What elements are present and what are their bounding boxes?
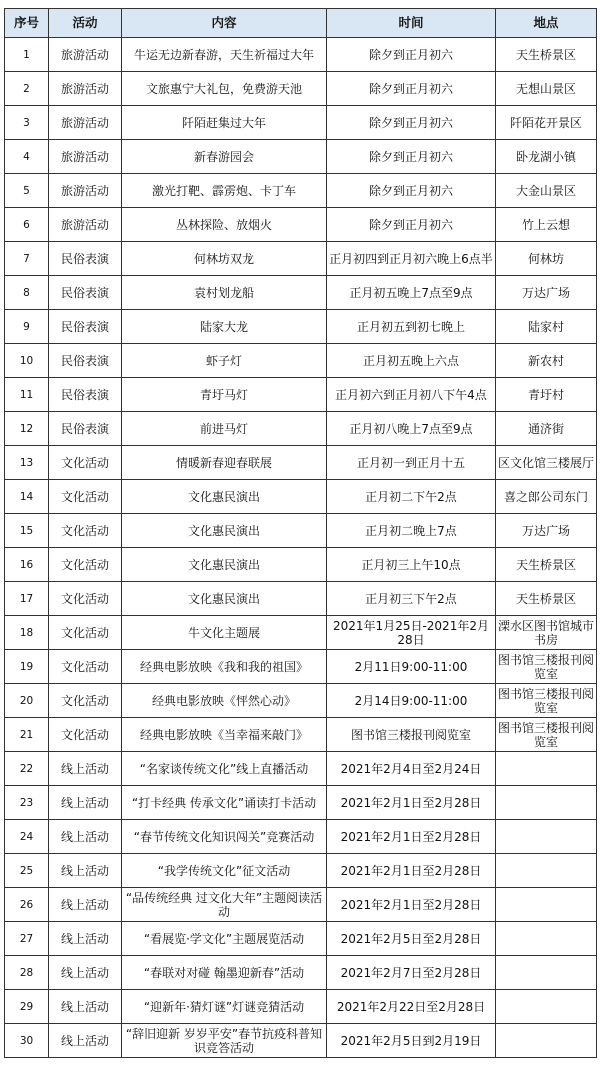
header-activity: 活动 bbox=[49, 9, 122, 38]
cell-activity: 文化活动 bbox=[49, 616, 122, 650]
cell-index: 14 bbox=[5, 480, 49, 514]
cell-activity: 文化活动 bbox=[49, 514, 122, 548]
cell-time: 正月初八晚上7点至9点 bbox=[327, 412, 496, 446]
cell-time: 正月初六到正月初八下午4点 bbox=[327, 378, 496, 412]
cell-content: 阡陌赶集过大年 bbox=[122, 106, 327, 140]
cell-index: 28 bbox=[5, 956, 49, 990]
cell-location: 万达广场 bbox=[496, 276, 597, 310]
table-row bbox=[5, 276, 597, 310]
cell-activity: 民俗表演 bbox=[49, 378, 122, 412]
cell-index: 13 bbox=[5, 446, 49, 480]
cell-content: “我学传统文化”征文活动 bbox=[122, 854, 327, 888]
table-row bbox=[5, 1024, 597, 1058]
cell-activity: 文化活动 bbox=[49, 650, 122, 684]
cell-index: 18 bbox=[5, 616, 49, 650]
table-row bbox=[5, 820, 597, 854]
cell-content: “辞旧迎新 岁岁平安”春节抗疫科普知识竞答活动 bbox=[122, 1024, 327, 1058]
cell-time: 正月初五晚上六点 bbox=[327, 344, 496, 378]
cell-activity: 线上活动 bbox=[49, 820, 122, 854]
table-row bbox=[5, 480, 597, 514]
cell-location: 通济街 bbox=[496, 412, 597, 446]
cell-location: 区文化馆三楼展厅 bbox=[496, 446, 597, 480]
cell-activity: 民俗表演 bbox=[49, 344, 122, 378]
cell-index: 5 bbox=[5, 174, 49, 208]
cell-location: 天生桥景区 bbox=[496, 548, 597, 582]
cell-content: 激光打靶、霹雳炮、卡丁车 bbox=[122, 174, 327, 208]
cell-activity: 旅游活动 bbox=[49, 72, 122, 106]
cell-index: 27 bbox=[5, 922, 49, 956]
cell-time: 2021年2月5日到2月19日 bbox=[327, 1024, 496, 1058]
cell-index: 23 bbox=[5, 786, 49, 820]
cell-index: 8 bbox=[5, 276, 49, 310]
cell-location: 万达广场 bbox=[496, 514, 597, 548]
cell-index: 12 bbox=[5, 412, 49, 446]
table-row bbox=[5, 616, 597, 650]
cell-content: 丛林探险、放烟火 bbox=[122, 208, 327, 242]
cell-index: 15 bbox=[5, 514, 49, 548]
cell-activity: 文化活动 bbox=[49, 548, 122, 582]
table-row bbox=[5, 344, 597, 378]
cell-location: 何林坊 bbox=[496, 242, 597, 276]
cell-content: “迎新年·猜灯谜”灯谜竞猜活动 bbox=[122, 990, 327, 1024]
cell-time: 正月初五到初七晚上 bbox=[327, 310, 496, 344]
cell-location: 新农村 bbox=[496, 344, 597, 378]
cell-content: 经典电影放映《当幸福来敲门》 bbox=[122, 718, 327, 752]
cell-location bbox=[496, 854, 597, 888]
cell-activity: 线上活动 bbox=[49, 990, 122, 1024]
cell-location bbox=[496, 956, 597, 990]
cell-location: 青圩村 bbox=[496, 378, 597, 412]
cell-index: 6 bbox=[5, 208, 49, 242]
cell-location bbox=[496, 990, 597, 1024]
cell-content: “春联对对碰 翰墨迎新春”活动 bbox=[122, 956, 327, 990]
cell-index: 1 bbox=[5, 38, 49, 72]
header-location: 地点 bbox=[496, 9, 597, 38]
cell-index: 26 bbox=[5, 888, 49, 922]
cell-time: 正月初五晚上7点至9点 bbox=[327, 276, 496, 310]
cell-index: 25 bbox=[5, 854, 49, 888]
cell-index: 20 bbox=[5, 684, 49, 718]
cell-content: 文化惠民演出 bbox=[122, 548, 327, 582]
table-row bbox=[5, 650, 597, 684]
cell-index: 4 bbox=[5, 140, 49, 174]
cell-activity: 旅游活动 bbox=[49, 38, 122, 72]
cell-activity: 线上活动 bbox=[49, 922, 122, 956]
cell-time: 2021年2月4日至2月24日 bbox=[327, 752, 496, 786]
cell-location: 阡陌花开景区 bbox=[496, 106, 597, 140]
cell-time: 正月初四到正月初六晚上6点半 bbox=[327, 242, 496, 276]
cell-activity: 文化活动 bbox=[49, 582, 122, 616]
table-row bbox=[5, 72, 597, 106]
table-row bbox=[5, 582, 597, 616]
cell-location: 陆家村 bbox=[496, 310, 597, 344]
table-row bbox=[5, 310, 597, 344]
cell-content: “看展览·学文化”主题展览活动 bbox=[122, 922, 327, 956]
cell-index: 10 bbox=[5, 344, 49, 378]
table-row bbox=[5, 242, 597, 276]
cell-index: 7 bbox=[5, 242, 49, 276]
table-row bbox=[5, 514, 597, 548]
cell-location: 天生桥景区 bbox=[496, 582, 597, 616]
cell-activity: 民俗表演 bbox=[49, 412, 122, 446]
cell-index: 21 bbox=[5, 718, 49, 752]
cell-location: 卧龙湖小镇 bbox=[496, 140, 597, 174]
table-row bbox=[5, 684, 597, 718]
table-row bbox=[5, 786, 597, 820]
cell-location: 图书馆三楼报刊阅览室 bbox=[496, 684, 597, 718]
cell-content: 经典电影放映《怦然心动》 bbox=[122, 684, 327, 718]
table-row bbox=[5, 990, 597, 1024]
cell-activity: 旅游活动 bbox=[49, 106, 122, 140]
activity-schedule-table bbox=[4, 8, 597, 1058]
table-row bbox=[5, 548, 597, 582]
cell-time: 2021年2月1日至2月28日 bbox=[327, 854, 496, 888]
table-row bbox=[5, 378, 597, 412]
cell-index: 30 bbox=[5, 1024, 49, 1058]
cell-content: “品传统经典 过文化大年”主题阅读活动 bbox=[122, 888, 327, 922]
cell-content: 虾子灯 bbox=[122, 344, 327, 378]
cell-time: 正月初三下午2点 bbox=[327, 582, 496, 616]
cell-activity: 线上活动 bbox=[49, 786, 122, 820]
cell-location: 图书馆三楼报刊阅览室 bbox=[496, 650, 597, 684]
cell-index: 29 bbox=[5, 990, 49, 1024]
cell-location: 溧水区图书馆城市书房 bbox=[496, 616, 597, 650]
cell-activity: 旅游活动 bbox=[49, 174, 122, 208]
cell-time: 图书馆三楼报刊阅览室 bbox=[327, 718, 496, 752]
table-row bbox=[5, 446, 597, 480]
cell-content: 袁村划龙船 bbox=[122, 276, 327, 310]
cell-content: 何林坊双龙 bbox=[122, 242, 327, 276]
cell-index: 24 bbox=[5, 820, 49, 854]
table-row bbox=[5, 106, 597, 140]
cell-time: 正月初二下午2点 bbox=[327, 480, 496, 514]
cell-activity: 线上活动 bbox=[49, 888, 122, 922]
table-row bbox=[5, 956, 597, 990]
cell-content: 青圩马灯 bbox=[122, 378, 327, 412]
cell-activity: 文化活动 bbox=[49, 480, 122, 514]
cell-time: 除夕到正月初六 bbox=[327, 106, 496, 140]
cell-content: 经典电影放映《我和我的祖国》 bbox=[122, 650, 327, 684]
cell-location: 图书馆三楼报刊阅览室 bbox=[496, 718, 597, 752]
cell-content: 文化惠民演出 bbox=[122, 480, 327, 514]
cell-content: 新春游园会 bbox=[122, 140, 327, 174]
cell-activity: 线上活动 bbox=[49, 956, 122, 990]
cell-content: “春节传统文化知识闯关”竞赛活动 bbox=[122, 820, 327, 854]
cell-location: 竹上云想 bbox=[496, 208, 597, 242]
cell-content: 情暖新春迎春联展 bbox=[122, 446, 327, 480]
header-index: 序号 bbox=[5, 9, 49, 38]
cell-activity: 线上活动 bbox=[49, 752, 122, 786]
cell-content: 文化惠民演出 bbox=[122, 514, 327, 548]
cell-activity: 旅游活动 bbox=[49, 140, 122, 174]
cell-time: 2021年2月22日至2月28日 bbox=[327, 990, 496, 1024]
cell-location bbox=[496, 752, 597, 786]
cell-time: 除夕到正月初六 bbox=[327, 38, 496, 72]
cell-index: 22 bbox=[5, 752, 49, 786]
cell-location: 大金山景区 bbox=[496, 174, 597, 208]
cell-content: 牛文化主题展 bbox=[122, 616, 327, 650]
cell-activity: 旅游活动 bbox=[49, 208, 122, 242]
cell-time: 2021年1月25日-2021年2月28日 bbox=[327, 616, 496, 650]
cell-time: 2月11日9:00-11:00 bbox=[327, 650, 496, 684]
header-row bbox=[5, 9, 597, 38]
cell-activity: 线上活动 bbox=[49, 854, 122, 888]
cell-location bbox=[496, 1024, 597, 1058]
cell-location: 喜之郎公司东门 bbox=[496, 480, 597, 514]
cell-index: 17 bbox=[5, 582, 49, 616]
cell-content: “名家谈传统文化”线上直播活动 bbox=[122, 752, 327, 786]
table-row bbox=[5, 922, 597, 956]
cell-index: 11 bbox=[5, 378, 49, 412]
cell-location: 天生桥景区 bbox=[496, 38, 597, 72]
cell-time: 除夕到正月初六 bbox=[327, 72, 496, 106]
cell-time: 2021年2月1日至2月28日 bbox=[327, 820, 496, 854]
cell-time: 2021年2月5日至2月28日 bbox=[327, 922, 496, 956]
table-row bbox=[5, 718, 597, 752]
table-row bbox=[5, 888, 597, 922]
header-content: 内容 bbox=[122, 9, 327, 38]
cell-content: 陆家大龙 bbox=[122, 310, 327, 344]
cell-activity: 文化活动 bbox=[49, 446, 122, 480]
header-time: 时间 bbox=[327, 9, 496, 38]
cell-activity: 文化活动 bbox=[49, 718, 122, 752]
cell-location bbox=[496, 888, 597, 922]
cell-activity: 民俗表演 bbox=[49, 276, 122, 310]
cell-location bbox=[496, 786, 597, 820]
cell-location bbox=[496, 820, 597, 854]
cell-index: 9 bbox=[5, 310, 49, 344]
cell-time: 2月14日9:00-11:00 bbox=[327, 684, 496, 718]
cell-location bbox=[496, 922, 597, 956]
cell-time: 正月初二晚上7点 bbox=[327, 514, 496, 548]
cell-location: 无想山景区 bbox=[496, 72, 597, 106]
cell-index: 3 bbox=[5, 106, 49, 140]
cell-activity: 线上活动 bbox=[49, 1024, 122, 1058]
cell-time: 正月初三上午10点 bbox=[327, 548, 496, 582]
cell-time: 除夕到正月初六 bbox=[327, 174, 496, 208]
cell-activity: 文化活动 bbox=[49, 684, 122, 718]
cell-time: 除夕到正月初六 bbox=[327, 208, 496, 242]
cell-activity: 民俗表演 bbox=[49, 242, 122, 276]
table-body bbox=[5, 38, 597, 1058]
cell-content: “打卡经典 传承文化”诵读打卡活动 bbox=[122, 786, 327, 820]
cell-index: 2 bbox=[5, 72, 49, 106]
cell-content: 文化惠民演出 bbox=[122, 582, 327, 616]
table-row bbox=[5, 174, 597, 208]
table-row bbox=[5, 752, 597, 786]
cell-time: 正月初一到正月十五 bbox=[327, 446, 496, 480]
table-row bbox=[5, 854, 597, 888]
cell-time: 2021年2月1日至2月28日 bbox=[327, 786, 496, 820]
cell-activity: 民俗表演 bbox=[49, 310, 122, 344]
table-row bbox=[5, 412, 597, 446]
cell-time: 2021年2月7日至2月28日 bbox=[327, 956, 496, 990]
cell-time: 2021年2月1日至2月28日 bbox=[327, 888, 496, 922]
cell-content: 牛运无边新春游，天生祈福过大年 bbox=[122, 38, 327, 72]
cell-content: 前进马灯 bbox=[122, 412, 327, 446]
cell-time: 除夕到正月初六 bbox=[327, 140, 496, 174]
cell-index: 16 bbox=[5, 548, 49, 582]
table-row bbox=[5, 140, 597, 174]
cell-index: 19 bbox=[5, 650, 49, 684]
table-row bbox=[5, 38, 597, 72]
cell-content: 文旅惠宁大礼包，免费游天池 bbox=[122, 72, 327, 106]
table-row bbox=[5, 208, 597, 242]
